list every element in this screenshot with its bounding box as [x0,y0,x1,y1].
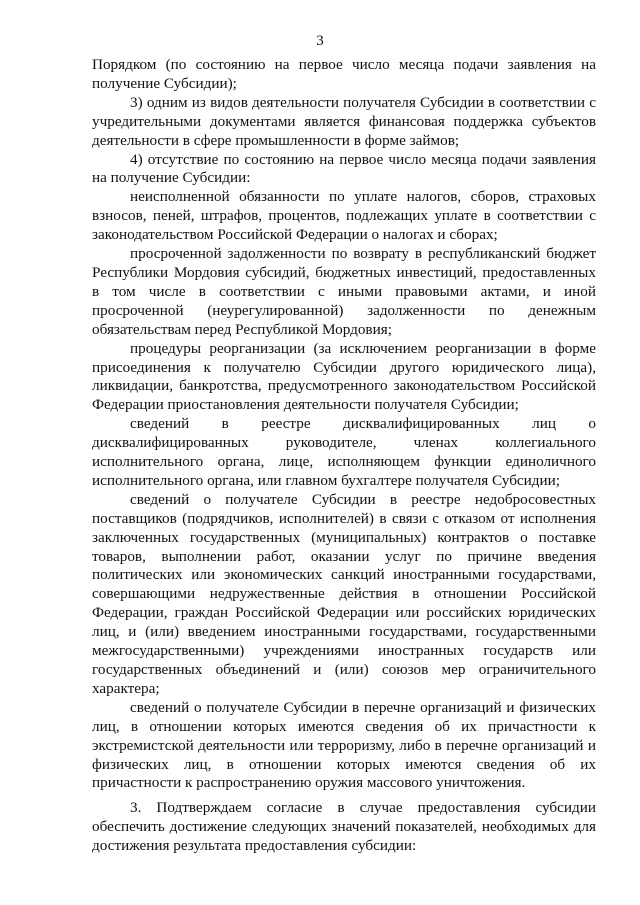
page-number: 3 [316,33,324,49]
paragraph-unfair-suppliers: сведений о получателе Субсидии в реестре недобросовестных поставщиков (подрядчиков, исполнителей) в связи с отказом от исполнения заключенных государственных (муниципальных) контрактов о поставке товаров, выполнении работ, оказании услуг по причине введения политических или экономических санкций иностранными государствами, совершающими недружественные действия в отношении Российской Федерации, граждан Российской Федерации или российских юридических лиц, и (или) введением иностранными государствами, государственными межгосударственными) учреждениями иностранных государств или государственных объединений и (или) союзов мер ограничительного характера; [92,490,596,697]
paragraph-item-3-consent: 3. Подтверждаем согласие в случае предоставления субсидии обеспечить достижение следующих значений показателей, необходимых для достижения результата предоставления субсидии: [92,799,596,855]
paragraph-taxes: неисполненной обязанности по уплате налогов, сборов, страховых взносов, пеней, штрафов, процентов, подлежащих уплате в соответствии с законодательством Российской Федерации о налогах и сборах; [92,188,596,244]
paragraph-reorganization: процедуры реорганизации (за исключением реорганизации в форме присоединения к получателю Субсидии другого юридического лица), ликвидации, банкротства, предусмотренного законодательством Российской Федерации приостановления деятельности получателя Субсидии; [92,339,596,414]
document-body [92,56,596,856]
paragraph-item-3: 3) одним из видов деятельности получателя Субсидии в соответствии с учредительными документами является финансовая поддержка субъектов деятельности в сфере промышленности в форме займов; [92,93,596,149]
paragraph-item-4: 4) отсутствие по состоянию на первое число месяца подачи заявления на получение Субсидии: [92,150,596,187]
paragraph-continuation: Порядком (по состоянию на первое число месяца подачи заявления на получение Субсидии); [92,56,596,92]
paragraph-extremism-list: сведений о получателе Субсидии в перечне организаций и физических лиц, в отношении которых имеются сведения об их причастности к экстремистской деятельности или терроризму, либо в перечне организаций и физических лиц, в отношении которых имеются сведения об их причастности к распространению оружия массового уничтожения. [92,698,596,792]
paragraph-disqualified-registry: сведений в реестре дисквалифицированных лиц о дисквалифицированных руководителе, членах коллегиального исполнительного органа, лице, исполняющем функции единоличного исполнительного органа, или главном бухгалтере получателя Субсидии; [92,415,596,489]
paragraph-overdue-debt: просроченной задолженности по возврату в республиканский бюджет Республики Мордовия субсидий, бюджетных инвестиций, предоставленных в том числе в соответствии с иными правовыми актами, и иной просроченной (неурегулированной) задолженности по денежным обязательствам перед Республикой Мордовия; [92,245,596,338]
